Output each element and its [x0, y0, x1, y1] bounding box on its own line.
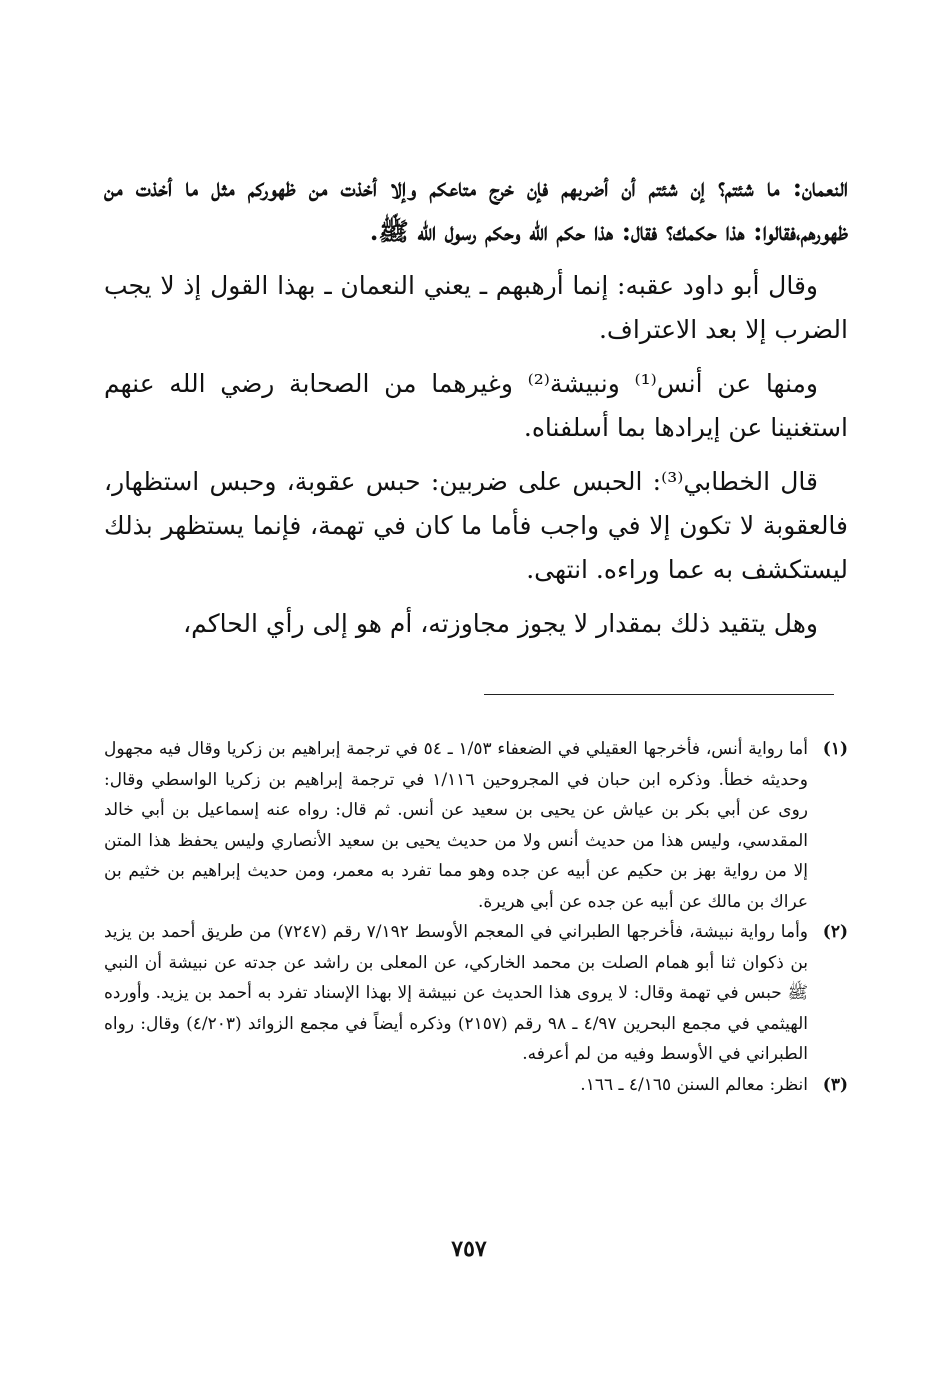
- main-text-block: [104, 166, 848, 656]
- paragraph-5: وهل يتقيد ذلك بمقدار لا يجوز مجاوزته، أم هو إلى رأي الحاكم،: [183, 609, 818, 638]
- paragraph-2: وقال أبو داود عقبه: إنما أرهبهم ـ يعني النعمان ـ بهذا القول إذ لا يجب الضرب إلا بعد الاعتراف.: [104, 271, 848, 344]
- footnote-separator: [484, 694, 834, 695]
- footnote-2: [104, 917, 848, 1070]
- footnote-text: انظر: معالم السنن ٤/١٦٥ ـ ١٦٦.: [580, 1074, 808, 1095]
- footnotes-block: [104, 734, 848, 1100]
- paragraph-3: ومنها عن أنس⁽¹⁾ ونبيشة⁽²⁾ وغيرهما من الصحابة رضي الله عنهم استغنينا عن إيرادها بما أسلفناه.: [104, 369, 848, 442]
- paragraph-1: النعمان: ما شئتم؟ إن شئتم أن أضربهم فإن خرج متاعكم وإلا أخذت من ظهوركم مثل ما أخذت من ظهورهم،فقالوا: هذا حكمك؟ فقال: هذا حكم الله وحكم رسول الله ﷺ.: [104, 173, 848, 246]
- footnote-text: وأما رواية نبيشة، فأخرجها الطبراني في المعجم الأوسط ٧/١٩٢ رقم (٧٢٤٧) من طريق أحمد بن يزيد بن ذكوان ثنا أبو همام الصلت بن محمد الخاركي، عن المعلى بن راشد عن جدته عن نبيشة أن النبي ﷺ حبس في تهمة وقال: لا يروى هذا الحديث عن نبيشة إلا بهذا الإسناد تفرد به أحمد بن يزيد. وأورده الهيثمي في مجمع البحرين ٤/٩٧ ـ ٩٨ رقم (٢١٥٧) وذكره أيضاً في مجمع الزوائد (٤/٢٠٣) وقال: رواه الطبراني في الأوسط وفيه من لم أعرفه.: [104, 922, 809, 1064]
- footnote-text: أما رواية أنس، فأخرجها العقيلي في الضعفاء ١/٥٣ ـ ٥٤ في ترجمة إبراهيم بن زكريا وقال فيه مجهول وحديثه خطأ. وذكره ابن حبان في المجروحين ١/١١٦ في ترجمة إبراهيم بن زكريا الواسطي وقال: روى عن أبي بكر بن عياش عن يحيى بن سعيد عن أنس. ثم قال: رواه عنه إسماعيل بن أبي خالد المقدسي، وليس هذا من حديث أنس ولا من حديث يحيى بن سعيد الأنصاري وليس يحفظ هذا المتن إلا من رواية بهز بن حكيم عن أبيه عن جده وهو مما تفرد به معمر، ومن حديث إبراهيم بن خثيم بن عراك بن مالك عن أبيه عن جده عن أبي هريرة.: [104, 739, 809, 912]
- paragraph-4: قال الخطابي⁽³⁾: الحبس على ضربين: حبس عقوبة، وحبس استظهار، فالعقوبة لا تكون إلا في واجب فأما ما كان في تهمة، فإنما يستظهر بذلك ليستكشف به عما وراءه. انتهى.: [104, 467, 848, 584]
- footnote-1: [104, 734, 848, 917]
- footnote-3: [104, 1070, 848, 1101]
- footnote-number: (٢): [822, 922, 848, 942]
- footnote-number: (٣): [822, 1074, 848, 1095]
- footnote-number: (١): [822, 739, 848, 759]
- page-number: ٧٥٧: [451, 1236, 487, 1262]
